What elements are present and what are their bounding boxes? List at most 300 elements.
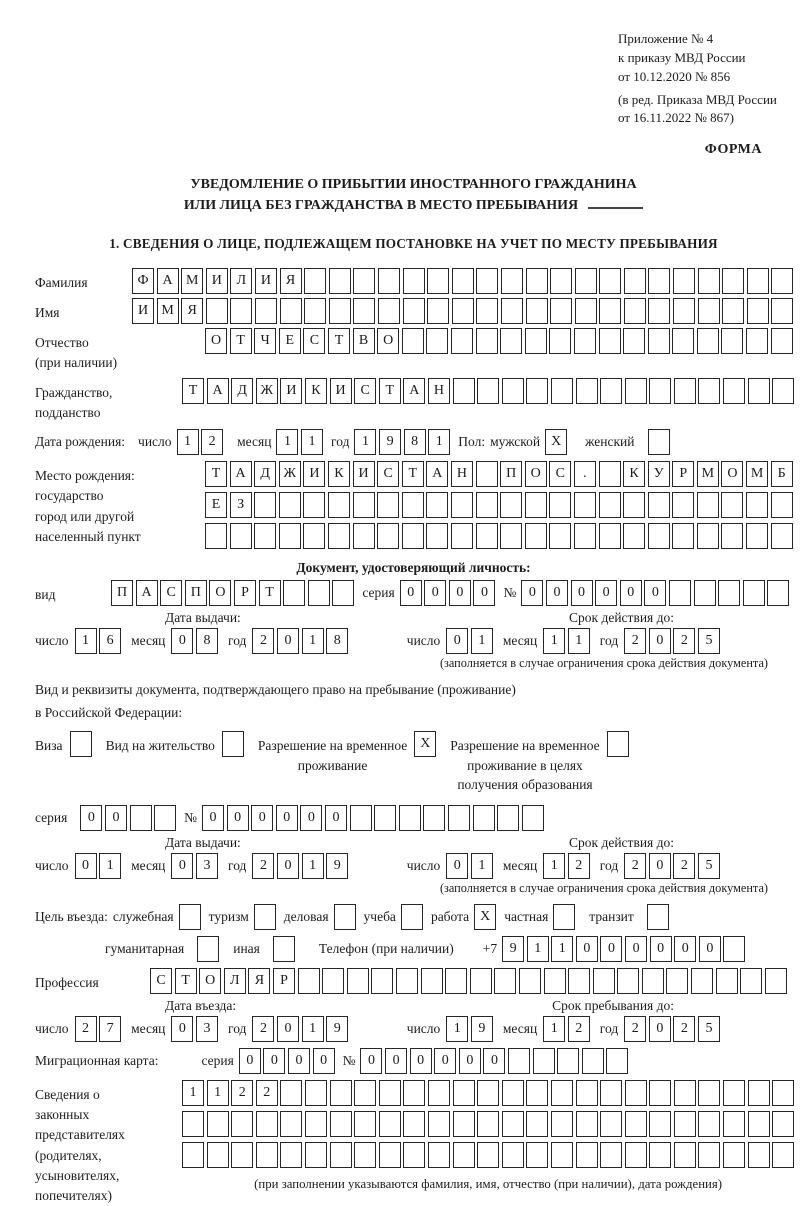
char-cell[interactable]: 0 [459,1048,481,1074]
char-cell[interactable] [672,523,694,549]
char-cell[interactable] [599,298,621,324]
char-cell[interactable] [743,580,765,606]
char-cell[interactable] [526,268,548,294]
char-cell[interactable]: 9 [379,429,401,455]
char-cell[interactable] [256,1111,278,1137]
char-cell[interactable]: 9 [326,853,348,879]
char-cell[interactable] [649,1111,671,1137]
char-cell[interactable] [280,1080,302,1106]
char-cell[interactable] [697,328,719,354]
char-cell[interactable] [606,1048,628,1074]
char-cell[interactable]: 0 [521,580,543,606]
char-cell[interactable]: К [328,461,350,487]
char-cell[interactable] [500,492,522,518]
char-cell[interactable] [396,968,418,994]
char-cell[interactable] [308,580,330,606]
char-cell[interactable] [322,968,344,994]
char-cell[interactable] [721,523,743,549]
char-cell[interactable]: А [157,268,179,294]
char-cell[interactable] [648,298,670,324]
char-cell[interactable] [544,968,566,994]
char-cell[interactable]: 2 [624,853,646,879]
char-cell[interactable] [402,523,424,549]
char-cell[interactable]: Д [231,378,253,404]
char-cell[interactable] [428,1142,450,1168]
char-cell[interactable] [280,1142,302,1168]
char-cell[interactable] [575,268,597,294]
char-cell[interactable] [205,523,227,549]
char-cell[interactable] [721,328,743,354]
char-cell[interactable] [723,378,745,404]
char-cell[interactable] [747,268,769,294]
char-cell[interactable] [476,461,498,487]
char-cell[interactable] [642,968,664,994]
char-cell[interactable] [508,1048,530,1074]
char-cell[interactable] [303,523,325,549]
char-cell[interactable]: 1 [182,1080,204,1106]
char-cell[interactable]: 0 [473,580,495,606]
char-cell[interactable]: А [403,378,425,404]
char-cell[interactable]: Л [230,268,252,294]
char-cell[interactable] [426,523,448,549]
char-cell[interactable]: Ф [132,268,154,294]
char-cell[interactable] [698,1080,720,1106]
char-cell[interactable]: А [426,461,448,487]
char-cell[interactable] [574,328,596,354]
char-cell[interactable] [476,268,498,294]
char-cell[interactable] [551,1142,573,1168]
char-cell[interactable] [575,298,597,324]
char-cell[interactable] [403,1080,425,1106]
char-cell[interactable] [354,1111,376,1137]
char-cell[interactable] [522,805,544,831]
char-cell[interactable] [771,492,793,518]
char-cell[interactable]: Я [248,968,270,994]
char-cell[interactable]: 0 [446,628,468,654]
char-cell[interactable] [304,268,326,294]
char-cell[interactable] [723,1111,745,1137]
char-cell[interactable]: 0 [171,628,193,654]
char-cell[interactable]: 0 [410,1048,432,1074]
char-cell[interactable] [748,378,770,404]
char-cell[interactable]: 0 [313,1048,335,1074]
char-cell[interactable] [624,268,646,294]
char-cell[interactable]: X [414,731,436,757]
char-cell[interactable] [448,805,470,831]
char-cell[interactable] [353,523,375,549]
char-cell[interactable]: 0 [434,1048,456,1074]
char-cell[interactable]: 2 [231,1080,253,1106]
char-cell[interactable]: А [136,580,158,606]
char-cell[interactable] [648,523,670,549]
char-cell[interactable]: 2 [252,1016,274,1042]
char-cell[interactable] [600,1142,622,1168]
char-cell[interactable]: З [230,492,252,518]
char-cell[interactable] [721,492,743,518]
char-cell[interactable]: И [255,268,277,294]
char-cell[interactable]: 8 [196,628,218,654]
char-cell[interactable]: С [303,328,325,354]
char-cell[interactable] [674,1111,696,1137]
char-cell[interactable] [494,968,516,994]
char-cell[interactable] [553,904,575,930]
char-cell[interactable] [502,1142,524,1168]
char-cell[interactable] [399,805,421,831]
char-cell[interactable] [647,904,669,930]
char-cell[interactable]: 2 [75,1016,97,1042]
char-cell[interactable] [279,492,301,518]
char-cell[interactable]: 0 [202,805,224,831]
char-cell[interactable]: 0 [263,1048,285,1074]
char-cell[interactable]: Т [230,328,252,354]
char-cell[interactable]: М [746,461,768,487]
char-cell[interactable]: 8 [404,429,426,455]
char-cell[interactable] [625,1142,647,1168]
char-cell[interactable] [697,523,719,549]
char-cell[interactable] [747,298,769,324]
char-cell[interactable]: К [305,378,327,404]
char-cell[interactable]: Е [205,492,227,518]
char-cell[interactable]: 6 [99,628,121,654]
char-cell[interactable] [593,968,615,994]
char-cell[interactable]: 1 [551,936,573,962]
char-cell[interactable]: Л [224,968,246,994]
char-cell[interactable]: 1 [471,853,493,879]
char-cell[interactable] [526,378,548,404]
char-cell[interactable] [329,268,351,294]
char-cell[interactable] [625,1080,647,1106]
char-cell[interactable]: 1 [527,936,549,962]
char-cell[interactable]: И [303,461,325,487]
char-cell[interactable]: 2 [252,853,274,879]
char-cell[interactable]: 0 [360,1048,382,1074]
char-cell[interactable] [476,298,498,324]
char-cell[interactable] [347,968,369,994]
char-cell[interactable] [451,328,473,354]
char-cell[interactable] [401,904,423,930]
char-cell[interactable]: 1 [446,1016,468,1042]
char-cell[interactable]: 0 [325,805,347,831]
char-cell[interactable] [476,492,498,518]
char-cell[interactable] [500,328,522,354]
char-cell[interactable]: 2 [256,1080,278,1106]
char-cell[interactable]: 3 [196,1016,218,1042]
char-cell[interactable] [771,328,793,354]
char-cell[interactable]: 1 [301,429,323,455]
char-cell[interactable]: И [280,378,302,404]
char-cell[interactable]: Е [279,328,301,354]
char-cell[interactable] [718,580,740,606]
char-cell[interactable]: 0 [446,853,468,879]
char-cell[interactable]: 0 [571,580,593,606]
char-cell[interactable]: 1 [75,628,97,654]
char-cell[interactable] [423,805,445,831]
char-cell[interactable] [568,968,590,994]
char-cell[interactable]: Я [280,268,302,294]
char-cell[interactable] [279,523,301,549]
char-cell[interactable] [402,492,424,518]
char-cell[interactable]: 0 [674,936,696,962]
char-cell[interactable] [574,523,596,549]
char-cell[interactable] [550,268,572,294]
char-cell[interactable]: М [157,298,179,324]
char-cell[interactable] [280,1111,302,1137]
char-cell[interactable]: 2 [624,628,646,654]
char-cell[interactable] [154,805,176,831]
char-cell[interactable] [374,805,396,831]
char-cell[interactable] [197,936,219,962]
char-cell[interactable] [698,378,720,404]
char-cell[interactable] [672,328,694,354]
char-cell[interactable] [402,328,424,354]
char-cell[interactable] [350,805,372,831]
char-cell[interactable]: 9 [326,1016,348,1042]
char-cell[interactable] [674,1080,696,1106]
char-cell[interactable] [222,731,244,757]
char-cell[interactable] [280,298,302,324]
char-cell[interactable] [674,1142,696,1168]
char-cell[interactable] [231,1111,253,1137]
char-cell[interactable] [625,1111,647,1137]
char-cell[interactable] [600,1080,622,1106]
char-cell[interactable] [427,298,449,324]
char-cell[interactable] [354,1080,376,1106]
char-cell[interactable] [574,492,596,518]
char-cell[interactable]: 1 [276,429,298,455]
char-cell[interactable] [722,298,744,324]
char-cell[interactable] [723,936,745,962]
char-cell[interactable] [476,328,498,354]
char-cell[interactable] [427,268,449,294]
char-cell[interactable] [772,1142,794,1168]
char-cell[interactable]: Д [254,461,276,487]
char-cell[interactable] [501,298,523,324]
char-cell[interactable] [526,1142,548,1168]
char-cell[interactable] [525,328,547,354]
char-cell[interactable] [600,378,622,404]
char-cell[interactable] [549,492,571,518]
char-cell[interactable] [549,328,571,354]
char-cell[interactable] [477,1111,499,1137]
char-cell[interactable] [698,1142,720,1168]
char-cell[interactable] [501,268,523,294]
char-cell[interactable]: Т [175,968,197,994]
char-cell[interactable] [283,580,305,606]
char-cell[interactable]: 0 [300,805,322,831]
char-cell[interactable]: П [111,580,133,606]
char-cell[interactable]: П [185,580,207,606]
char-cell[interactable] [379,1142,401,1168]
char-cell[interactable] [179,904,201,930]
char-cell[interactable] [207,1111,229,1137]
char-cell[interactable]: С [150,968,172,994]
char-cell[interactable] [378,298,400,324]
char-cell[interactable]: 2 [673,853,695,879]
char-cell[interactable] [599,523,621,549]
char-cell[interactable]: Р [672,461,694,487]
char-cell[interactable] [403,1142,425,1168]
char-cell[interactable]: 0 [288,1048,310,1074]
char-cell[interactable]: . [574,461,596,487]
char-cell[interactable] [599,461,621,487]
char-cell[interactable]: 7 [99,1016,121,1042]
char-cell[interactable] [182,1111,204,1137]
char-cell[interactable] [453,1142,475,1168]
char-cell[interactable]: 0 [576,936,598,962]
char-cell[interactable] [625,378,647,404]
char-cell[interactable]: С [549,461,571,487]
char-cell[interactable]: О [199,968,221,994]
char-cell[interactable] [746,328,768,354]
char-cell[interactable] [330,1111,352,1137]
char-cell[interactable]: 1 [471,628,493,654]
char-cell[interactable]: 5 [698,853,720,879]
char-cell[interactable] [207,1142,229,1168]
char-cell[interactable]: 0 [649,628,671,654]
char-cell[interactable]: Т [328,328,350,354]
char-cell[interactable] [672,492,694,518]
char-cell[interactable]: М [697,461,719,487]
char-cell[interactable]: С [160,580,182,606]
char-cell[interactable] [421,968,443,994]
char-cell[interactable]: Н [428,378,450,404]
char-cell[interactable] [377,523,399,549]
char-cell[interactable] [377,492,399,518]
char-cell[interactable] [694,580,716,606]
char-cell[interactable]: Т [205,461,227,487]
char-cell[interactable] [254,904,276,930]
char-cell[interactable]: У [648,461,670,487]
char-cell[interactable]: 0 [171,1016,193,1042]
char-cell[interactable] [526,1080,548,1106]
char-cell[interactable] [182,1142,204,1168]
char-cell[interactable]: Я [181,298,203,324]
char-cell[interactable]: П [500,461,522,487]
char-cell[interactable]: О [377,328,399,354]
char-cell[interactable]: Ч [254,328,276,354]
char-cell[interactable] [772,1080,794,1106]
char-cell[interactable] [748,1111,770,1137]
char-cell[interactable] [473,805,495,831]
char-cell[interactable] [771,523,793,549]
char-cell[interactable] [254,523,276,549]
char-cell[interactable] [426,328,448,354]
char-cell[interactable] [551,1080,573,1106]
char-cell[interactable] [371,968,393,994]
char-cell[interactable] [453,378,475,404]
char-cell[interactable]: 1 [568,628,590,654]
char-cell[interactable] [305,1111,327,1137]
char-cell[interactable] [403,1111,425,1137]
char-cell[interactable] [723,1142,745,1168]
char-cell[interactable] [445,968,467,994]
char-cell[interactable] [771,268,793,294]
char-cell[interactable] [403,268,425,294]
char-cell[interactable]: 2 [201,429,223,455]
char-cell[interactable] [599,268,621,294]
char-cell[interactable]: Н [451,461,473,487]
char-cell[interactable]: 1 [207,1080,229,1106]
char-cell[interactable] [230,298,252,324]
char-cell[interactable] [551,1111,573,1137]
char-cell[interactable]: 0 [595,580,617,606]
char-cell[interactable] [748,1142,770,1168]
char-cell[interactable] [353,492,375,518]
char-cell[interactable] [698,298,720,324]
char-cell[interactable] [477,378,499,404]
char-cell[interactable]: 1 [543,853,565,879]
char-cell[interactable] [329,298,351,324]
char-cell[interactable] [716,968,738,994]
char-cell[interactable]: 1 [177,429,199,455]
char-cell[interactable]: 2 [568,853,590,879]
char-cell[interactable]: 2 [673,1016,695,1042]
char-cell[interactable]: 0 [600,936,622,962]
char-cell[interactable] [673,268,695,294]
char-cell[interactable]: С [354,378,376,404]
char-cell[interactable] [551,378,573,404]
char-cell[interactable] [426,492,448,518]
char-cell[interactable]: 1 [543,1016,565,1042]
char-cell[interactable] [600,1111,622,1137]
char-cell[interactable]: Т [379,378,401,404]
char-cell[interactable]: 3 [196,853,218,879]
char-cell[interactable] [328,492,350,518]
char-cell[interactable]: О [205,328,227,354]
char-cell[interactable] [771,298,793,324]
char-cell[interactable] [328,523,350,549]
char-cell[interactable] [231,1142,253,1168]
char-cell[interactable] [549,523,571,549]
char-cell[interactable] [353,298,375,324]
char-cell[interactable]: Р [273,968,295,994]
char-cell[interactable]: X [545,429,567,455]
char-cell[interactable]: 0 [251,805,273,831]
char-cell[interactable]: 0 [644,580,666,606]
char-cell[interactable] [477,1080,499,1106]
char-cell[interactable] [648,328,670,354]
char-cell[interactable]: 0 [699,936,721,962]
char-cell[interactable] [500,523,522,549]
char-cell[interactable] [332,580,354,606]
char-cell[interactable]: И [206,268,228,294]
char-cell[interactable] [607,731,629,757]
char-cell[interactable]: В [353,328,375,354]
char-cell[interactable] [624,298,646,324]
char-cell[interactable] [674,378,696,404]
char-cell[interactable]: О [525,461,547,487]
char-cell[interactable] [304,298,326,324]
char-cell[interactable] [256,1142,278,1168]
char-cell[interactable] [723,1080,745,1106]
char-cell[interactable]: К [623,461,645,487]
char-cell[interactable] [206,298,228,324]
char-cell[interactable]: Ж [256,378,278,404]
char-cell[interactable]: 0 [105,805,127,831]
char-cell[interactable] [70,731,92,757]
char-cell[interactable]: 5 [698,1016,720,1042]
char-cell[interactable] [476,523,498,549]
char-cell[interactable] [298,968,320,994]
char-cell[interactable] [428,1080,450,1106]
char-cell[interactable]: Т [402,461,424,487]
char-cell[interactable]: 1 [354,429,376,455]
char-cell[interactable] [623,492,645,518]
char-cell[interactable] [649,378,671,404]
char-cell[interactable]: 0 [75,853,97,879]
char-cell[interactable]: Б [771,461,793,487]
char-cell[interactable] [576,1080,598,1106]
